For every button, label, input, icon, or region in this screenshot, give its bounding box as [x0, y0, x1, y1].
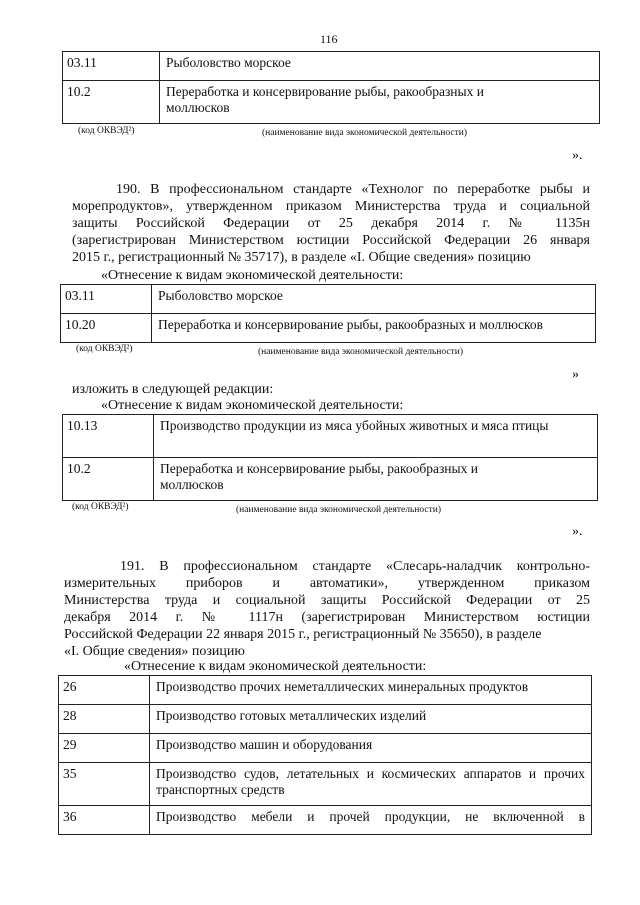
okved-table-3: [62, 414, 598, 501]
paragraph-191: [64, 558, 590, 660]
p190-line: 190. В профессиональном стандарте «Технолог по переработке рыбы и: [116, 182, 590, 197]
activity-name: Переработка и консервирование рыбы, ракообразных и моллюсков: [154, 458, 598, 501]
table-row: [63, 415, 598, 458]
table-row: [59, 676, 592, 705]
table-row: [59, 763, 592, 806]
okved-code: 36: [59, 806, 150, 835]
activity-name: Рыболовство морское: [160, 52, 600, 81]
closing-quote: »: [572, 367, 579, 382]
activity-name: Производство машин и оборудования: [150, 734, 592, 763]
table-row: [63, 458, 598, 501]
okved-code: 03.11: [63, 52, 160, 81]
okved-code: 03.11: [61, 285, 152, 314]
table-row: [59, 705, 592, 734]
okved-code: 29: [59, 734, 150, 763]
activity-name: Производство судов, летательных и космических аппаратов и прочих транспортных средств: [150, 763, 592, 806]
page-number: 116: [320, 32, 338, 46]
activity-name: Производство мебели и прочей продукции, не включенной в: [150, 806, 592, 835]
activity-name: Переработка и консервирование рыбы, ракообразных и моллюсков: [160, 81, 600, 124]
p190-line: (зарегистрирован Министерством юстиции Российской Федерации 26 января: [72, 233, 590, 248]
table-row: [63, 52, 600, 81]
p190-line: защиты Российской Федерации от 25 декабря 2014 г. № 1135н: [72, 216, 590, 231]
okved-table-4: [58, 675, 592, 835]
okved-code: 26: [59, 676, 150, 705]
intro-label: «Отнесение к видам экономической деятельности:: [101, 398, 404, 413]
okved-code: 35: [59, 763, 150, 806]
okved-code: 28: [59, 705, 150, 734]
p191-line: измерительных приборов и автоматики», утвержденном приказом: [64, 576, 590, 591]
activity-name: Переработка и консервирование рыбы, ракообразных и моллюсков: [152, 314, 596, 343]
okved-table-2: [60, 284, 596, 343]
table-row: [61, 314, 596, 343]
okved-code: 10.2: [63, 458, 154, 501]
p191-line: Министерства труда и социальной защиты Российской Федерации от 25: [64, 593, 590, 608]
okved-code: 10.2: [63, 81, 160, 124]
caption-okved-code: (код ОКВЭД²): [78, 126, 135, 136]
caption-okved-code: (код ОКВЭД²): [76, 344, 133, 354]
activity-name: Производство прочих неметаллических минеральных продуктов: [150, 676, 592, 705]
table-row: [59, 806, 592, 835]
table-row: [61, 285, 596, 314]
caption-activity-name: (наименование вида экономической деятельности): [258, 347, 463, 357]
table-row: [59, 734, 592, 763]
p191-line: декабря 2014 г. № 1117н (зарегистрирован Министерством юстиции: [64, 610, 590, 625]
okved-table-1: [62, 51, 600, 124]
closing-quote: ».: [572, 148, 583, 163]
p191-line: 191. В профессиональном стандарте «Слесарь-наладчик контрольно-: [120, 559, 590, 574]
activity-name: Производство продукции из мяса убойных животных и мяса птицы: [154, 415, 598, 458]
caption-okved-code: (код ОКВЭД²): [72, 502, 129, 512]
table-row: [63, 81, 600, 124]
okved-code: 10.20: [61, 314, 152, 343]
p191-line: Российской Федерации 22 января 2015 г., регистрационный № 35650), в разделе: [64, 627, 542, 642]
p190-line: морепродуктов», утвержденном приказом Министерства труда и социальной: [72, 199, 590, 214]
caption-activity-name: (наименование вида экономической деятельности): [236, 505, 441, 515]
closing-quote: ».: [572, 524, 583, 539]
p191-line: «I. Общие сведения» позицию: [64, 644, 245, 659]
p190-line: 2015 г., регистрационный № 35717), в разделе «I. Общие сведения» позицию: [72, 250, 531, 265]
activity-name: Производство готовых металлических изделий: [150, 705, 592, 734]
paragraph-190: [72, 181, 590, 266]
intro-label: «Отнесение к видам экономической деятельности:: [124, 659, 427, 674]
caption-activity-name: (наименование вида экономической деятельности): [262, 128, 467, 138]
intro-label: «Отнесение к видам экономической деятельности:: [101, 268, 404, 283]
restate-label: изложить в следующей редакции:: [72, 382, 274, 397]
activity-name: Рыболовство морское: [152, 285, 596, 314]
okved-code: 10.13: [63, 415, 154, 458]
